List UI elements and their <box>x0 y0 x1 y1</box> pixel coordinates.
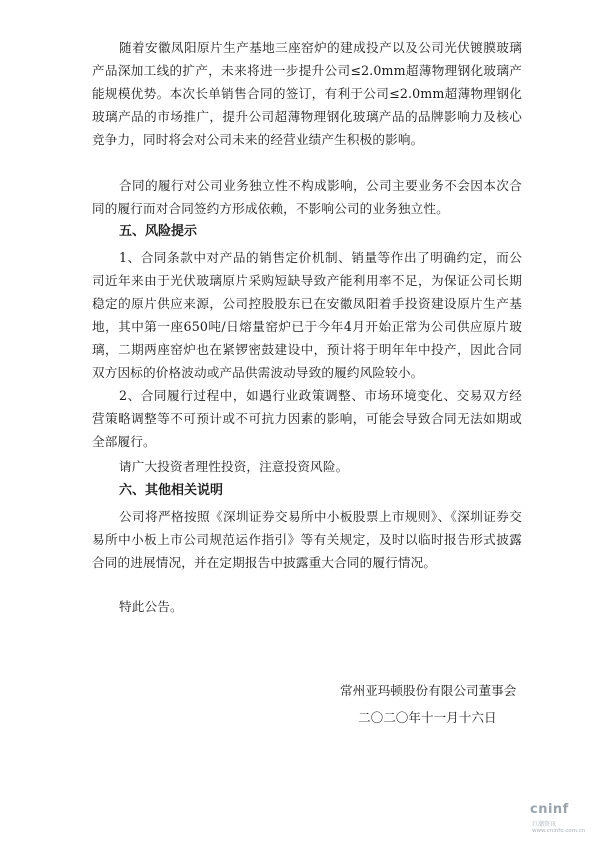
paragraph-investor-notice: 请广大投资者理性投资，注意投资风险。 <box>119 459 349 474</box>
paragraph-market-impact: 随着安徽凤阳原片生产基地三座窑炉的建成投产以及公司光伏镀膜玻璃产品深加工线的扩产，未来将进一步提升公司≤2.0mm超薄物理钢化玻璃产能规模优势。本次长单销售合同的签订，有利于公司≤2.0mm超薄物理钢化玻璃产品的市场推广，提升公司超薄物理钢化玻璃产品的品牌影响力及核心竞争力，同时将会对公司未来的经营业绩产生积极的影响。 <box>92 40 522 147</box>
logo-url: www.cninfo.com.cn <box>532 828 586 834</box>
paragraph-disclosure: 公司将严格按照《深圳证券交易所中小板股票上市规则》、《深圳证券交易所中小板上市公司规范运作指引》等有关规定，及时以临时报告形式披露合同的进展情况，并在定期报告中披露重大合同的履行情况。 <box>92 509 522 570</box>
paragraph-independence: 合同的履行对公司业务独立性不构成影响，公司主要业务不会因本次合同的履行而对合同签约方形成依赖，不影响公司的业务独立性。 <box>92 178 522 216</box>
logo-mark: cninf <box>530 802 569 817</box>
heading-risk-warning: 五、风险提示 <box>119 224 198 239</box>
heading-other-notes: 六、其他相关说明 <box>119 483 224 498</box>
signature-date: 二〇二〇年十一月十六日 <box>358 710 497 725</box>
signature-company: 常州亚玛顿股份有限公司董事会 <box>340 683 517 698</box>
paragraph-risk-2: 2、合同履行过程中，如遇行业政策调整、市场环境变化、交易双方经营策略调整等不可预计或不可抗力因素的影响，可能会导致合同无法如期或全部履行。 <box>92 388 522 449</box>
cninfo-logo <box>530 802 590 838</box>
logo-subtitle: 巨潮资讯 <box>532 821 557 828</box>
paragraph-closing: 特此公告。 <box>119 599 183 614</box>
paragraph-risk-1: 1、合同条款中对产品的销售定价机制、销量等作出了明确约定，而公司近年来由于光伏玻璃原片采购短缺导致产能利用率不足，为保证公司长期稳定的原片供应来源，公司控股股东已在安徽凤阳着手投资建设原片生产基地，其中第一座650吨/日熔量窑炉已于今年4月开始正常为公司供应原片玻璃，二期两座窑炉也在紧锣密鼓建设中，预计将于明年年中投产，因此合同双方因标的价格波动或产品供需波动导致的履约风险较小。 <box>92 250 522 380</box>
